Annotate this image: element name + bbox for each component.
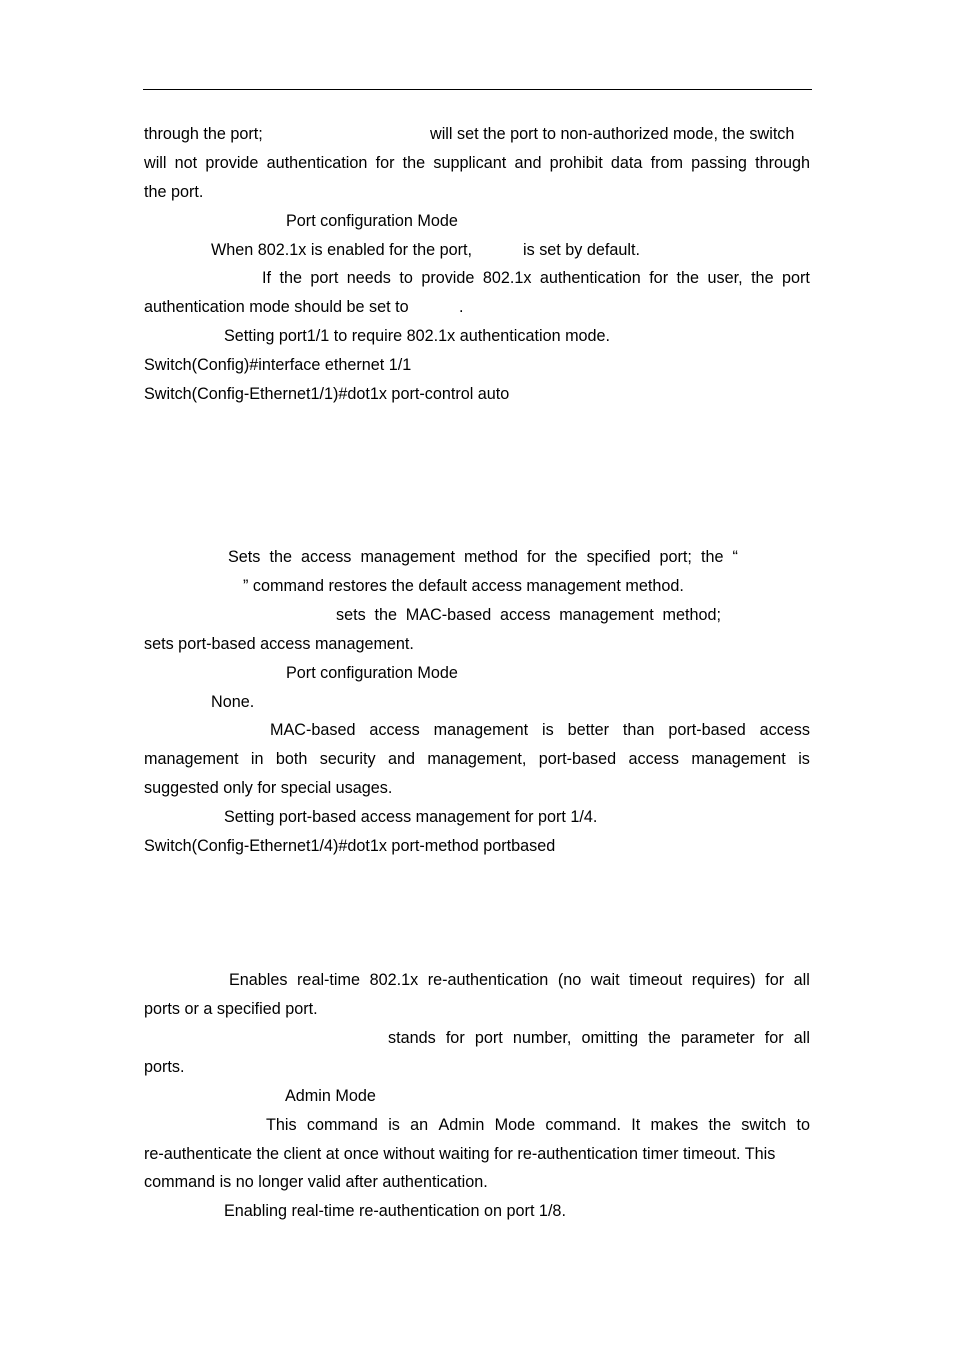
word: the [700, 548, 724, 566]
s1-default-a: When 802.1x is enabled for the port, [211, 241, 472, 259]
s1-example: Setting port1/1 to require 802.1x authentication mode. [224, 327, 611, 345]
word: access [500, 606, 551, 624]
s2-mode: Port configuration Mode [286, 664, 458, 682]
s1-usage-line2-end: . [459, 298, 464, 316]
word: command [306, 1116, 378, 1134]
word: the [374, 606, 397, 624]
word: in [250, 750, 264, 768]
word: MAC-based [270, 721, 356, 739]
word: 802.1x [369, 971, 419, 989]
s2-func-line2: ” command restores the default access management method. [243, 577, 684, 595]
word: Sets [228, 548, 261, 566]
s3-func-line1 [229, 970, 810, 990]
word: management, [427, 750, 527, 768]
word: It [631, 1116, 641, 1134]
header-rule [143, 89, 812, 90]
word: will [144, 154, 167, 172]
s2-param-line2: sets port-based access management. [144, 635, 414, 653]
word: If [262, 269, 271, 287]
word: Admin [438, 1116, 485, 1134]
word: access [301, 548, 352, 566]
word: management [433, 721, 529, 739]
word: user, [707, 269, 743, 287]
word: “ [732, 548, 738, 566]
word: provide [421, 269, 475, 287]
word: port-based [668, 721, 746, 739]
word: the [648, 1029, 671, 1047]
word: Mode [494, 1116, 536, 1134]
word: port [782, 269, 810, 287]
word: is [542, 721, 554, 739]
s3-example: Enabling real-time re-authentication on port 1/8. [224, 1202, 566, 1220]
word: all [793, 971, 810, 989]
word: provide [205, 154, 259, 172]
s1-para-line1b: will set the port to non-authorized mode, the switch [430, 125, 795, 143]
word: sets [336, 606, 366, 624]
s3-param-line2: ports. [144, 1058, 185, 1076]
word: stands [388, 1029, 436, 1047]
word: the [269, 548, 292, 566]
s3-usage-line1 [266, 1115, 810, 1135]
word: management [144, 750, 239, 768]
word: the [555, 548, 578, 566]
word: from [650, 154, 683, 172]
word: all [793, 1029, 810, 1047]
word: through [755, 154, 810, 172]
word: for [527, 548, 546, 566]
word: MAC-based [405, 606, 492, 624]
word: than [622, 721, 655, 739]
s1-mode: Port configuration Mode [286, 212, 458, 230]
word: data [610, 154, 643, 172]
s1-code1: Switch(Config)#interface ethernet 1/1 [144, 356, 412, 374]
s2-usage-line2 [144, 749, 810, 769]
s3-usage-line2: re-authenticate the client at once without waiting for re-authentication timer timeout. This [144, 1145, 776, 1163]
s1-para-line2 [144, 153, 810, 173]
s2-example: Setting port-based access management for port 1/4. [224, 808, 598, 826]
word: for [765, 971, 785, 989]
word: the [402, 154, 426, 172]
s1-code2: Switch(Config-Ethernet1/1)#dot1x port-control auto [144, 385, 510, 403]
word: prohibit [549, 154, 603, 172]
word: parameter [680, 1029, 755, 1047]
word: security [319, 750, 376, 768]
word: management [360, 548, 455, 566]
word: management [559, 606, 654, 624]
word: for [649, 269, 669, 287]
word: switch [741, 1116, 787, 1134]
word: an [410, 1116, 429, 1134]
word: command. [545, 1116, 621, 1134]
word: Enables [229, 971, 288, 989]
word: access [628, 750, 679, 768]
s3-usage-line3: command is no longer valid after authentication. [144, 1173, 488, 1191]
word: for [764, 1029, 784, 1047]
word: real-time [297, 971, 361, 989]
s2-func-line1 [228, 547, 738, 567]
word: and [387, 750, 415, 768]
word: requires) [691, 971, 756, 989]
word: port-based [538, 750, 617, 768]
word: supplicant [433, 154, 507, 172]
word: method [464, 548, 518, 566]
word: (no [557, 971, 582, 989]
s1-default-b: is set by default. [523, 241, 640, 259]
s3-param-line1 [388, 1028, 810, 1048]
word: is [388, 1116, 400, 1134]
word: omitting [581, 1029, 639, 1047]
word: the [279, 269, 302, 287]
word: to [399, 269, 413, 287]
word: passing [691, 154, 747, 172]
word: This [266, 1116, 297, 1134]
word: authentication [539, 269, 641, 287]
word: method; [662, 606, 721, 624]
word: both [275, 750, 308, 768]
s1-usage-line2: authentication mode should be set to [144, 298, 409, 316]
word: port; [659, 548, 692, 566]
word: re-authentication [427, 971, 549, 989]
word: port [310, 269, 339, 287]
word: number, [512, 1029, 572, 1047]
word: for [375, 154, 395, 172]
word: makes [650, 1116, 699, 1134]
s3-mode: Admin Mode [285, 1087, 376, 1105]
s1-para-line3: the port. [144, 183, 204, 201]
word: needs [346, 269, 391, 287]
word: port [474, 1029, 503, 1047]
s1-usage-line1 [262, 268, 810, 288]
word: the [676, 269, 700, 287]
word: specified [586, 548, 651, 566]
word: management [691, 750, 786, 768]
s1-para-line1a: through the port; [144, 125, 263, 143]
s3-func-line2: ports or a specified port. [144, 1000, 318, 1018]
word: is [798, 750, 810, 768]
s2-default: None. [211, 693, 255, 711]
word: the [708, 1116, 731, 1134]
word: better [567, 721, 610, 739]
s2-code1: Switch(Config-Ethernet1/4)#dot1x port-method portbased [144, 837, 556, 855]
word: and [514, 154, 542, 172]
s2-usage-line3: suggested only for special usages. [144, 779, 393, 797]
word: access [369, 721, 420, 739]
word: 802.1x [482, 269, 532, 287]
s2-usage-line1 [270, 720, 810, 740]
word: for [445, 1029, 465, 1047]
word: not [174, 154, 198, 172]
word: to [796, 1116, 810, 1134]
s2-param-line1 [336, 605, 721, 625]
word: the [751, 269, 774, 287]
word: access [759, 721, 810, 739]
word: wait [590, 971, 620, 989]
word: timeout [629, 971, 683, 989]
word: authentication [266, 154, 368, 172]
